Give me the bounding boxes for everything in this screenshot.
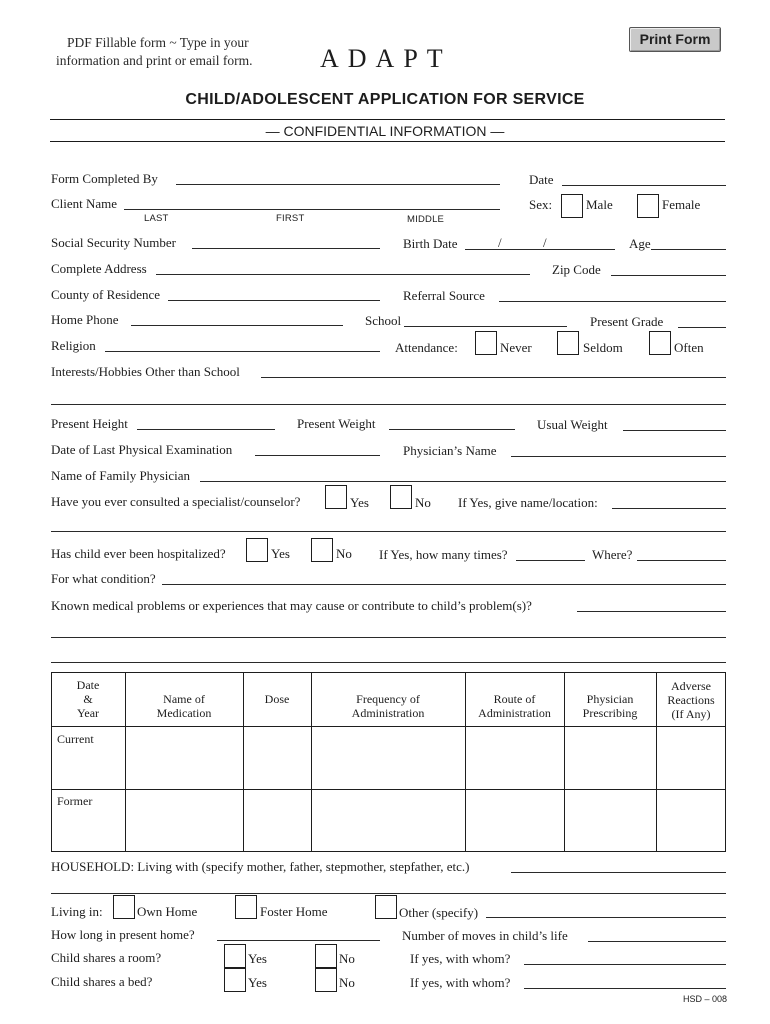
ssn-field[interactable] xyxy=(192,248,380,249)
usual-weight-field[interactable] xyxy=(623,430,726,431)
foster-home-checkbox[interactable] xyxy=(235,895,257,919)
shares-room-no-checkbox[interactable] xyxy=(315,944,337,968)
where-label: Where? xyxy=(592,547,633,562)
sex-label: Sex: xyxy=(529,197,553,212)
seldom-checkbox[interactable] xyxy=(557,331,579,355)
other-specify-field[interactable] xyxy=(486,917,726,918)
ssn-label: Social Security Number xyxy=(51,235,176,250)
interests-field[interactable] xyxy=(261,377,726,378)
female-checkbox[interactable] xyxy=(637,194,659,218)
present-grade-label: Present Grade xyxy=(590,314,664,329)
specialist-no-checkbox[interactable] xyxy=(390,485,412,509)
specialist-name-field-line2[interactable] xyxy=(51,531,726,532)
header-frequency: Frequency of Administration xyxy=(351,692,425,720)
shares-bed-label: Child shares a bed? xyxy=(51,974,153,989)
often-label: Often xyxy=(674,340,704,355)
hospitalized-yes-checkbox[interactable] xyxy=(246,538,268,562)
shares-room-yes-checkbox[interactable] xyxy=(224,944,246,968)
shares-bed-yes-checkbox[interactable] xyxy=(224,968,246,992)
how-long-field[interactable] xyxy=(217,940,380,941)
header-dose: Dose xyxy=(264,692,290,706)
family-physician-field[interactable] xyxy=(200,481,726,482)
interests-label: Interests/Hobbies Other than School xyxy=(51,364,240,379)
header-physician-prescribing: Physician Prescribing xyxy=(582,692,638,720)
address-label: Complete Address xyxy=(51,261,147,276)
last-physical-field[interactable] xyxy=(255,455,380,456)
shares-bed-no-checkbox[interactable] xyxy=(315,968,337,992)
specialist-yes-label: Yes xyxy=(350,495,369,510)
header-route: Route of Administration xyxy=(478,692,551,720)
form-code: HSD – 008 xyxy=(683,994,728,1004)
other-specify-label: Other (specify) xyxy=(399,905,479,920)
household-field-line2[interactable] xyxy=(51,893,726,894)
female-label: Female xyxy=(662,197,701,212)
school-field[interactable] xyxy=(404,326,567,327)
date-label: Date xyxy=(529,172,554,187)
shares-bed-no-label: No xyxy=(339,975,355,990)
date-field[interactable] xyxy=(562,185,726,186)
last-name-hint: LAST xyxy=(144,213,169,224)
present-height-label: Present Height xyxy=(51,416,128,431)
present-weight-field[interactable] xyxy=(389,429,515,430)
county-label: County of Residence xyxy=(51,287,161,302)
room-with-whom-field[interactable] xyxy=(524,964,726,965)
county-field[interactable] xyxy=(168,300,380,301)
table-row-former: Former xyxy=(57,794,93,808)
foster-home-label: Foster Home xyxy=(260,904,328,919)
table-row-current: Current xyxy=(57,732,94,746)
male-checkbox[interactable] xyxy=(561,194,583,218)
condition-label: For what condition? xyxy=(51,571,156,586)
client-name-field[interactable] xyxy=(124,209,500,210)
birth-date-slash-2: / xyxy=(543,235,547,250)
fillable-note-line1: PDF Fillable form ~ Type in your xyxy=(67,35,249,50)
often-checkbox[interactable] xyxy=(649,331,671,355)
attendance-label: Attendance: xyxy=(395,340,458,355)
hospitalized-no-checkbox[interactable] xyxy=(311,538,333,562)
org-name: ADAPT xyxy=(320,44,452,73)
hospitalized-yes-label: Yes xyxy=(271,546,290,561)
referral-source-label: Referral Source xyxy=(403,288,485,303)
family-physician-label: Name of Family Physician xyxy=(51,468,191,483)
never-checkbox[interactable] xyxy=(475,331,497,355)
specialist-question: Have you ever consulted a specialist/counselor? xyxy=(51,494,301,509)
present-height-field[interactable] xyxy=(137,429,275,430)
present-grade-field[interactable] xyxy=(678,327,726,328)
zip-code-label: Zip Code xyxy=(552,262,601,277)
header-date-year: Date & Year xyxy=(76,678,100,720)
moves-field[interactable] xyxy=(588,941,726,942)
own-home-label: Own Home xyxy=(137,904,198,919)
first-name-hint: FIRST xyxy=(276,213,305,224)
title-rule-top xyxy=(50,119,725,120)
bed-with-whom-label: If yes, with whom? xyxy=(410,975,511,990)
home-phone-label: Home Phone xyxy=(51,312,119,327)
how-long-label: How long in present home? xyxy=(51,927,195,942)
condition-field[interactable] xyxy=(162,584,726,585)
shares-room-no-label: No xyxy=(339,951,355,966)
shares-bed-yes-label: Yes xyxy=(248,975,267,990)
home-phone-field[interactable] xyxy=(131,325,343,326)
specialist-name-field[interactable] xyxy=(612,508,726,509)
middle-name-hint: MIDDLE xyxy=(407,214,445,225)
title-rule-bottom xyxy=(50,141,725,142)
birth-date-label: Birth Date xyxy=(403,236,458,251)
specialist-if-yes-label: If Yes, give name/location: xyxy=(458,495,598,510)
own-home-checkbox[interactable] xyxy=(113,895,135,919)
known-problems-field-line2[interactable] xyxy=(51,637,726,638)
interests-field-line2[interactable] xyxy=(51,404,726,405)
confidential-subtitle: — CONFIDENTIAL INFORMATION — xyxy=(265,123,505,139)
print-form-button[interactable]: Print Form xyxy=(629,27,721,52)
male-label: Male xyxy=(586,197,613,212)
table-row-divider xyxy=(51,789,726,790)
seldom-label: Seldom xyxy=(583,340,623,355)
birth-date-field[interactable] xyxy=(465,249,615,250)
household-field[interactable] xyxy=(511,872,726,873)
hospitalized-question: Has child ever been hospitalized? xyxy=(51,546,226,561)
where-field[interactable] xyxy=(637,560,726,561)
known-problems-label: Known medical problems or experiences that may cause or contribute to child’s problem(s)? xyxy=(51,598,532,613)
moves-label: Number of moves in child’s life xyxy=(402,928,568,943)
how-many-times-field[interactable] xyxy=(516,560,585,561)
table-row-divider xyxy=(51,726,726,727)
known-problems-field-line3[interactable] xyxy=(51,662,726,663)
physicians-name-field[interactable] xyxy=(511,456,726,457)
bed-with-whom-field[interactable] xyxy=(524,988,726,989)
hospitalized-no-label: No xyxy=(336,546,352,561)
school-label: School xyxy=(365,313,402,328)
specialist-yes-checkbox[interactable] xyxy=(325,485,347,509)
shares-room-label: Child shares a room? xyxy=(51,950,162,965)
zip-code-field[interactable] xyxy=(611,275,726,276)
present-weight-label: Present Weight xyxy=(297,416,376,431)
address-field[interactable] xyxy=(156,274,530,275)
fillable-note-line2: information and print or email form. xyxy=(56,53,253,68)
religion-label: Religion xyxy=(51,338,96,353)
living-in-label: Living in: xyxy=(51,904,103,919)
never-label: Never xyxy=(500,340,532,355)
household-label: HOUSEHOLD: Living with (specify mother, father, stepmother, stepfather, etc.) xyxy=(51,859,470,874)
usual-weight-label: Usual Weight xyxy=(537,417,608,432)
last-physical-label: Date of Last Physical Examination xyxy=(51,442,233,457)
specialist-no-label: No xyxy=(415,495,431,510)
form-completed-by-label: Form Completed By xyxy=(51,171,158,186)
form-completed-by-field[interactable] xyxy=(176,184,500,185)
other-home-checkbox[interactable] xyxy=(375,895,397,919)
age-label: Age xyxy=(629,236,651,251)
shares-room-yes-label: Yes xyxy=(248,951,267,966)
client-name-label: Client Name xyxy=(51,196,118,211)
header-medication-name: Name of Medication xyxy=(156,692,212,720)
referral-source-field[interactable] xyxy=(499,301,726,302)
room-with-whom-label: If yes, with whom? xyxy=(410,951,511,966)
physicians-name-label: Physician’s Name xyxy=(403,443,497,458)
birth-date-slash-1: / xyxy=(498,235,502,250)
religion-field[interactable] xyxy=(105,351,380,352)
form-title: CHILD/ADOLESCENT APPLICATION FOR SERVICE xyxy=(185,91,585,108)
known-problems-field[interactable] xyxy=(577,611,726,612)
age-field[interactable] xyxy=(651,249,726,250)
header-adverse-reactions: Adverse Reactions (If Any) xyxy=(667,679,715,721)
how-many-times-label: If Yes, how many times? xyxy=(379,547,508,562)
